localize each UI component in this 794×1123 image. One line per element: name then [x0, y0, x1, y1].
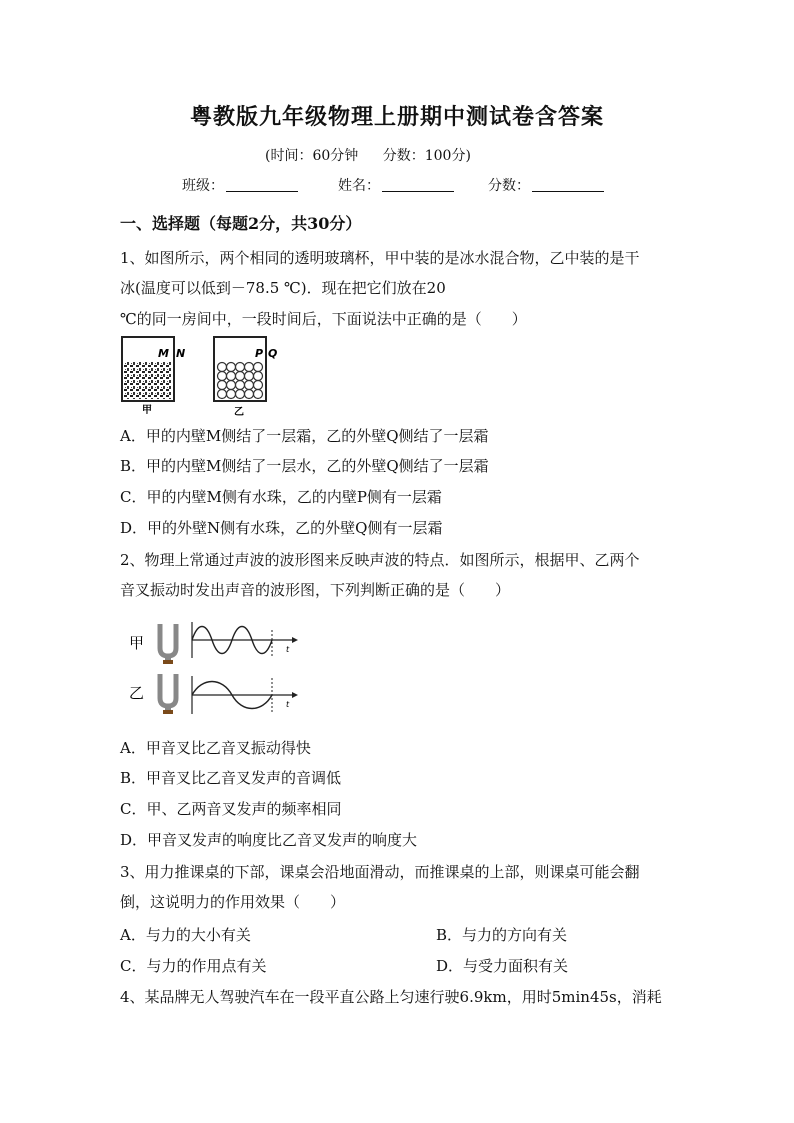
label-yi: 乙: [234, 407, 244, 417]
score-label: 分数：: [488, 178, 530, 194]
q2-option-d[interactable]: D．甲音叉发声的响度比乙音叉发声的响度大: [120, 831, 418, 849]
q3-option-c[interactable]: C．与力的作用点有关: [120, 957, 267, 975]
class-field: [182, 175, 298, 195]
score-blank[interactable]: [532, 177, 604, 192]
q1-option-c[interactable]: C．甲的内壁M侧有水珠，乙的内壁P侧有一层霜: [120, 488, 442, 506]
name-label: 姓名：: [338, 178, 380, 194]
q3-option-b[interactable]: B．与力的方向有关: [436, 926, 568, 944]
q2-option-b[interactable]: B．甲音叉比乙音叉发声的音调低: [120, 769, 342, 787]
q1-option-d[interactable]: D．甲的外壁N侧有水珠，乙的外壁Q侧有一层霜: [120, 519, 443, 537]
q3-line2: 倒，这说明力的作用效果（ ）: [120, 893, 346, 911]
class-blank[interactable]: [226, 177, 298, 192]
wave-label-yi: 乙: [129, 684, 145, 702]
q2-option-a[interactable]: A．甲音叉比乙音叉振动得快: [120, 739, 311, 757]
label-N: N: [176, 347, 186, 360]
q1-figure-glasses: [118, 335, 298, 417]
waveform-yi: [192, 676, 298, 714]
exam-total-score: 分数：100分): [382, 148, 471, 164]
exam-time: (时间：60分钟: [265, 148, 359, 164]
q1-option-b[interactable]: B．甲的内壁M侧结了一层水，乙的外壁Q侧结了一层霜: [120, 457, 489, 475]
q4-line1: 4、某品牌无人驾驶汽车在一段平直公路上匀速行驶6.9km，用时5min45s，消耗: [120, 988, 662, 1006]
axis-t-yi: t: [286, 700, 290, 709]
page-title: 粤教版九年级物理上册期中测试卷含答案: [189, 104, 604, 130]
label-P: P: [255, 347, 264, 360]
q1-option-a[interactable]: A．甲的内壁M侧结了一层霜，乙的外壁Q侧结了一层霜: [120, 427, 489, 445]
wave-label-jia: 甲: [129, 634, 145, 652]
section-heading: 一、选择题（每题2分，共30分）: [120, 214, 362, 233]
name-blank[interactable]: [382, 177, 454, 192]
q1-line3: ℃的同一房间中，一段时间后，下面说法中正确的是（ ）: [120, 310, 527, 328]
q3-line1: 3、用力推课桌的下部，课桌会沿地面滑动，而推课桌的上部，则课桌可能会翻: [120, 863, 640, 881]
exam-time-score: [265, 145, 491, 165]
name-field: [338, 175, 454, 195]
q3-option-d[interactable]: D．与受力面积有关: [436, 957, 569, 975]
q2-option-c[interactable]: C．甲、乙两音叉发声的频率相同: [120, 800, 342, 818]
tuning-fork-yi: [160, 674, 176, 714]
q2-figure-waveforms: [126, 618, 301, 718]
q3-option-a[interactable]: A．与力的大小有关: [120, 926, 251, 944]
score-field: [488, 175, 604, 195]
q2-line2: 音叉振动时发出声音的波形图，下列判断正确的是（ ）: [120, 581, 511, 599]
label-Q: Q: [268, 347, 278, 360]
waveform-jia: [192, 622, 298, 658]
q1-line1: 1、如图所示，两个相同的透明玻璃杯，甲中装的是冰水混合物，乙中装的是干: [120, 249, 640, 267]
q1-line2: 冰(温度可以低到－78.5 ℃)．现在把它们放在20: [120, 279, 446, 297]
q2-line1: 2、物理上常通过声波的波形图来反映声波的特点．如图所示，根据甲、乙两个: [120, 551, 640, 569]
class-label: 班级：: [182, 178, 224, 194]
tuning-fork-jia: [160, 624, 176, 664]
axis-t-jia: t: [286, 645, 290, 654]
label-M: M: [158, 347, 169, 360]
label-jia: 甲: [142, 405, 152, 416]
